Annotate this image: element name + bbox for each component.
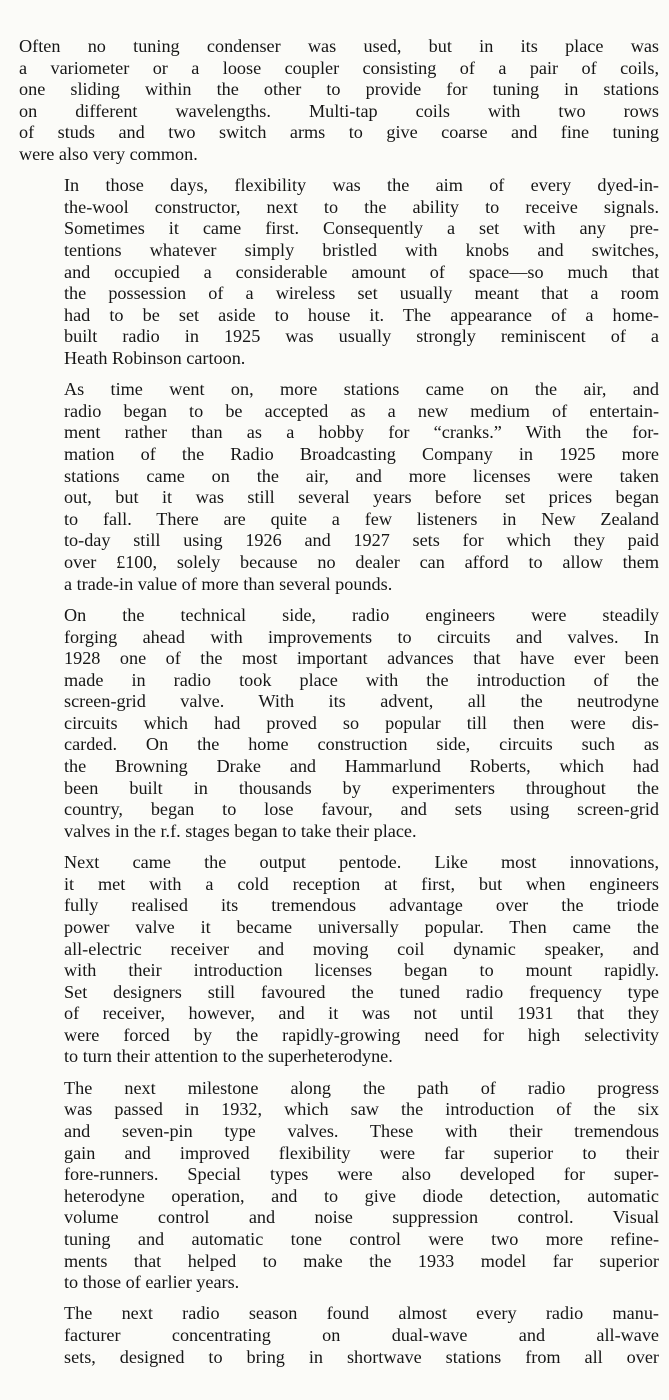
text-line: had to be set aside to house it. The appearance of a home-: [64, 304, 659, 325]
text-line: a trade-in value of more than several pounds.: [64, 573, 393, 594]
text-line: gain and improved flexibility were far superior to their: [64, 1142, 659, 1163]
text-line: built radio in 1925 was usually strongly reminiscent of a: [64, 326, 659, 347]
article-paragraph: [19, 379, 659, 595]
text-line: country, began to lose favour, and sets using screen-grid: [64, 799, 659, 820]
text-line: power valve it became universally popular. Then came the: [64, 916, 659, 937]
text-line: Heath Robinson cartoon.: [64, 348, 246, 368]
text-line: Often no tuning condenser was used, but in its place was: [19, 36, 659, 56]
text-line: fully realised its tremendous advantage over the triode: [64, 895, 659, 916]
text-line: and seven-pin type valves. These with their tremendous: [64, 1120, 659, 1141]
text-line: the Browning Drake and Hammarlund Roberts, which had: [64, 756, 659, 777]
text-line: circuits which had proved so popular till then were dis-: [64, 712, 659, 733]
text-line: the-wool constructor, next to the ability to receive signals.: [64, 196, 659, 217]
text-line: one sliding within the other to provide for tuning in stations: [19, 79, 659, 100]
text-line: The next milestone along the path of radio progress: [64, 1077, 659, 1098]
text-line: heterodyne operation, and to give diode detection, automatic: [64, 1185, 659, 1206]
text-line: radio began to be accepted as a new medium of entertain-: [64, 400, 659, 421]
text-line: volume control and noise suppression control. Visual: [64, 1207, 659, 1228]
text-line: were forced by the rapidly-growing need for high selectivity: [64, 1024, 659, 1045]
text-line: made in radio took place with the introduction of the: [64, 669, 659, 690]
text-line: to turn their attention to the superheterodyne.: [64, 1046, 393, 1067]
text-line: mation of the Radio Broadcasting Company in 1925 more: [64, 444, 659, 465]
text-line: facturer concentrating on dual-wave and all-wave: [64, 1324, 659, 1345]
text-line: been built in thousands by experimenters throughout the: [64, 777, 659, 798]
text-line: carded. On the home construction side, circuits such as: [64, 734, 659, 755]
text-line: to-day still using 1926 and 1927 sets for which they paid: [64, 530, 659, 551]
text-line: the possession of a wireless set usually meant that a room: [64, 283, 659, 304]
text-line: The next radio season found almost every radio manu-: [64, 1303, 659, 1324]
text-line: were also very common.: [19, 143, 198, 164]
text-line: ment rather than as a hobby for “cranks.” With the for-: [64, 422, 659, 443]
text-line: to those of earlier years.: [64, 1272, 240, 1293]
text-line: 1928 one of the most important advances that have ever been: [64, 648, 659, 669]
text-line: ments that helped to make the 1933 model far superior: [64, 1250, 659, 1271]
text-line: of studs and two switch arms to give coarse and fine tuning: [19, 122, 659, 143]
text-line: all-electric receiver and moving coil dynamic speaker, and: [64, 938, 659, 959]
text-line: of receiver, however, and it was not until 1931 that they: [64, 1003, 659, 1024]
article-paragraph: [19, 36, 659, 166]
text-line: screen-grid valve. With its advent, all the neutrodyne: [64, 691, 659, 712]
text-line: valves in the r.f. stages began to take their place.: [64, 820, 417, 841]
text-line: and occupied a considerable amount of space—so much that: [64, 261, 659, 282]
article-paragraph: [19, 605, 659, 843]
text-line: with their introduction licenses began to mount rapidly.: [64, 960, 659, 981]
text-line: tentions whatever simply bristled with knobs and switches,: [64, 240, 659, 261]
text-line: On the technical side, radio engineers were steadily: [64, 604, 659, 625]
text-line: tuning and automatic tone control were two more refine-: [64, 1228, 659, 1249]
article-paragraph: [19, 1078, 659, 1294]
text-line: on different wavelengths. Multi-tap coils with two rows: [19, 100, 659, 121]
text-line: a variometer or a loose coupler consisting of a pair of coils,: [19, 57, 659, 78]
article-paragraph: [19, 175, 659, 369]
text-line: out, but it was still several years before set prices began: [64, 487, 659, 508]
text-line: was passed in 1932, which saw the introduction of the six: [64, 1099, 659, 1120]
article-paragraph: [19, 1303, 659, 1368]
article-paragraph: [19, 852, 659, 1068]
text-line: Next came the output pentode. Like most innovations,: [64, 852, 659, 873]
text-line: As time went on, more stations came on the air, and: [64, 379, 659, 400]
text-line: forging ahead with improvements to circuits and valves. In: [64, 626, 659, 647]
text-line: Sometimes it came first. Consequently a set with any pre-: [64, 218, 659, 239]
text-line: over £100, solely because no dealer can afford to allow them: [64, 552, 659, 573]
text-line: it met with a cold reception at first, but when engineers: [64, 873, 659, 894]
text-line: to fall. There are quite a few listeners in New Zealand: [64, 508, 659, 529]
text-line: stations came on the air, and more licenses were taken: [64, 465, 659, 486]
article-column: [19, 36, 659, 1378]
text-line: sets, designed to bring in shortwave stations from all over: [64, 1346, 659, 1367]
text-line: fore-runners. Special types were also developed for super-: [64, 1164, 659, 1185]
text-line: In those days, flexibility was the aim of every dyed-in-: [64, 175, 659, 196]
text-line: Set designers still favoured the tuned radio frequency type: [64, 981, 659, 1002]
